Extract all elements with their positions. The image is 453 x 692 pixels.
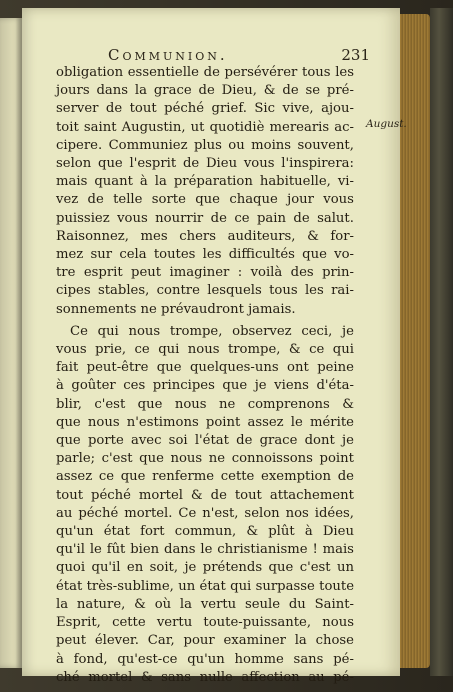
text-line: que nous n'estimons point assez le mérite xyxy=(56,414,354,430)
text-line: fait peut-être que quelques-uns ont peine xyxy=(56,360,354,376)
text-line: sonnements ne prévaudront jamais. xyxy=(56,301,296,317)
text-line: selon que l'esprit de Dieu vous l'inspirera: xyxy=(56,156,354,172)
text-line: au péché mortel. Ce n'est, selon nos idées, xyxy=(56,505,354,521)
text-line: cipes stables, contre lesquels tous les rai- xyxy=(56,283,354,299)
paragraph-1 xyxy=(56,64,354,319)
text-line: Ce qui nous trompe, observez ceci, je xyxy=(70,323,354,339)
text-line: tre esprit peut imaginer : voilà des prin- xyxy=(56,265,354,281)
text-line: vous prie, ce qui nous trompe, & ce qui xyxy=(56,342,354,358)
text-line: qu'il le fût bien dans le christianisme ! mais xyxy=(56,542,354,558)
text-line: tout péché mortel & de tout attachement xyxy=(56,487,354,503)
text-line: parle; c'est que nous ne connoissons point xyxy=(56,451,354,467)
text-line: toit saint Augustin, ut quotidiè merearis ac- xyxy=(56,119,354,135)
text-line: puissiez vous nourrir de ce pain de salut. xyxy=(56,210,354,226)
text-line: vez de telle sorte que chaque jour vous xyxy=(56,192,354,208)
text-line: à goûter ces principes que je viens d'éta- xyxy=(56,378,354,394)
book-cover xyxy=(430,8,453,676)
paragraph-2 xyxy=(56,323,354,687)
text-line: à fond, qu'est-ce qu'un homme sans pé- xyxy=(56,651,354,667)
text-line: jours dans la grace de Dieu, & de se pré- xyxy=(56,83,354,99)
text-line: peut élever. Car, pour examiner la chose xyxy=(56,633,354,649)
margin-note: August. xyxy=(366,118,407,130)
text-line: ché mortel & sans nulle affection au pé- xyxy=(56,669,354,685)
text-line: obligation essentielle de persévérer tous les xyxy=(56,65,354,80)
text-line: server de tout péché grief. Sic vive, ajou- xyxy=(56,101,354,117)
text-line: état très-sublime, un état qui surpasse toute xyxy=(56,578,354,594)
text-line: Esprit, cette vertu toute-puissante, nous xyxy=(56,615,354,631)
facing-page-edge xyxy=(0,18,22,668)
text-line: que porte avec soi l'état de grace dont je xyxy=(56,433,354,449)
running-title: Communion. xyxy=(108,46,228,64)
text-line: cipere. Communiez plus ou moins souvent, xyxy=(56,137,354,153)
running-head xyxy=(100,46,370,66)
page-edges xyxy=(400,14,430,668)
text-line: qu'un état fort commun, & plût à Dieu xyxy=(56,524,354,540)
text-line: quoi qu'il en soit, je prétends que c'est un xyxy=(56,560,354,576)
body-text xyxy=(56,64,354,687)
text-line: mais quant à la préparation habituelle, vi- xyxy=(56,174,354,190)
text-line: la nature, & où la vertu seule du Saint- xyxy=(56,596,354,612)
page-number: 231 xyxy=(341,46,370,64)
text-line: blir, c'est que nous ne comprenons & xyxy=(56,396,354,412)
text-line: Raisonnez, mes chers auditeurs, & for- xyxy=(56,228,354,244)
text-line: mez sur cela toutes les difficultés que vo- xyxy=(56,247,354,263)
text-line: assez ce que renferme cette exemption de xyxy=(56,469,354,485)
